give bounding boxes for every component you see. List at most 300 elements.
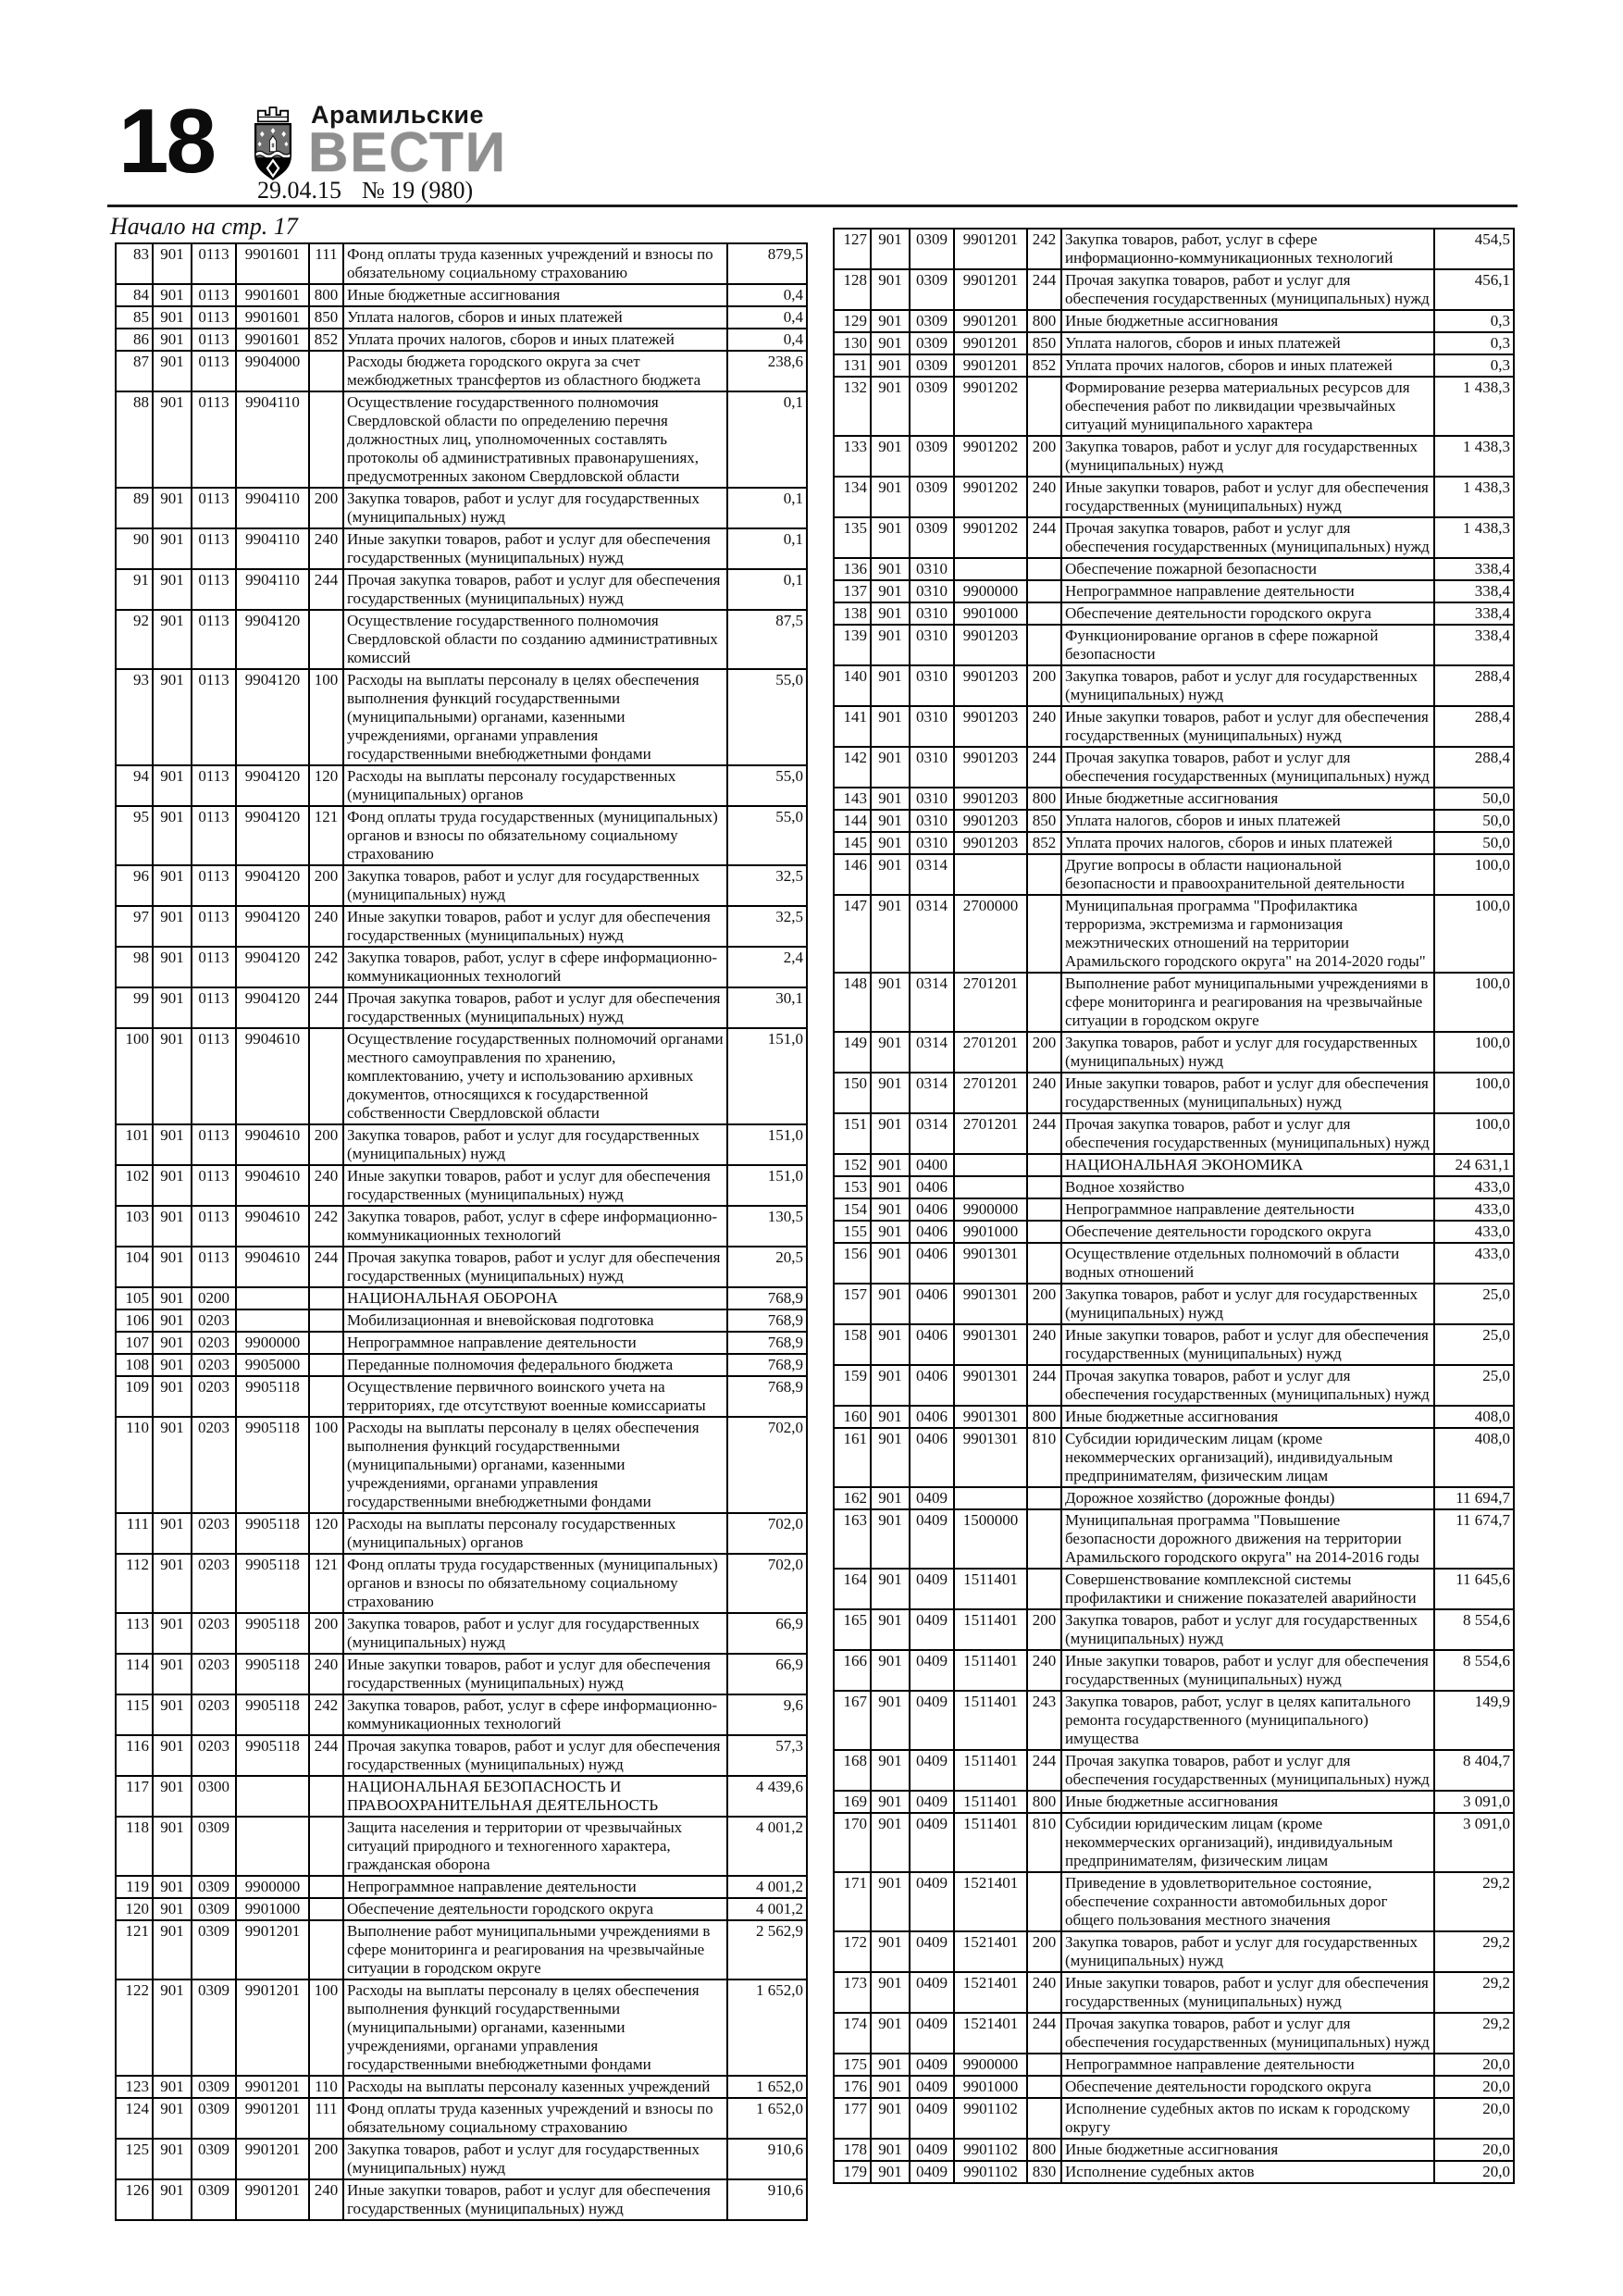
ved-code-cell: 901 bbox=[871, 1176, 910, 1198]
amount-cell: 4 001,2 bbox=[727, 1876, 807, 1898]
row-number-cell: 148 bbox=[834, 973, 871, 1032]
expense-type-cell: 121 bbox=[309, 1554, 343, 1613]
amount-cell: 0,4 bbox=[727, 329, 807, 351]
amount-cell: 32,5 bbox=[727, 906, 807, 947]
amount-cell: 151,0 bbox=[727, 1165, 807, 1206]
expense-type-cell bbox=[309, 1776, 343, 1817]
target-article-cell: 9901201 bbox=[236, 2076, 309, 2098]
table-row bbox=[834, 580, 1514, 602]
section-code-cell: 0113 bbox=[192, 987, 236, 1028]
name-cell: Закупка товаров, работ, услуг в сфере информационно-коммуникационных технологий bbox=[1061, 229, 1434, 269]
expense-type-cell: 120 bbox=[309, 765, 343, 806]
ved-code-cell: 901 bbox=[153, 1776, 192, 1817]
row-number-cell: 147 bbox=[834, 895, 871, 973]
name-cell: Защита населения и территории от чрезвычайных ситуаций природного и техногенного характера, гражданская оборона bbox=[343, 1817, 727, 1876]
section-code-cell: 0409 bbox=[910, 1650, 954, 1691]
target-article-cell: 9901601 bbox=[236, 284, 309, 306]
row-number-cell: 164 bbox=[834, 1569, 871, 1609]
target-article-cell: 9905118 bbox=[236, 1735, 309, 1776]
section-code-cell: 0406 bbox=[910, 1428, 954, 1487]
expense-type-cell: 240 bbox=[309, 2179, 343, 2220]
expense-type-cell: 852 bbox=[309, 329, 343, 351]
table-row bbox=[116, 351, 807, 391]
target-article-cell: 9901201 bbox=[954, 332, 1027, 354]
table-row bbox=[834, 2098, 1514, 2139]
amount-cell: 25,0 bbox=[1434, 1284, 1514, 1324]
section-code-cell: 0409 bbox=[910, 1691, 954, 1750]
target-article-cell: 9901203 bbox=[954, 788, 1027, 810]
table-row bbox=[834, 665, 1514, 706]
section-code-cell: 0203 bbox=[192, 1694, 236, 1735]
name-cell: Обеспечение пожарной безопасности bbox=[1061, 558, 1434, 580]
ved-code-cell: 901 bbox=[153, 1513, 192, 1554]
section-code-cell: 0406 bbox=[910, 1406, 954, 1428]
row-number-cell: 128 bbox=[834, 269, 871, 310]
row-number-cell: 103 bbox=[116, 1206, 153, 1247]
section-code-cell: 0113 bbox=[192, 765, 236, 806]
expense-type-cell: 100 bbox=[309, 1980, 343, 2076]
ved-code-cell: 901 bbox=[153, 284, 192, 306]
expense-type-cell bbox=[1027, 2098, 1061, 2139]
expense-type-cell: 850 bbox=[309, 306, 343, 329]
row-number-cell: 177 bbox=[834, 2098, 871, 2139]
target-article-cell: 1521401 bbox=[954, 1972, 1027, 2013]
expense-type-cell: 244 bbox=[1027, 517, 1061, 558]
expense-type-cell bbox=[1027, 625, 1061, 665]
row-number-cell: 146 bbox=[834, 854, 871, 895]
name-cell: Непрограммное направление деятельности bbox=[1061, 580, 1434, 602]
name-cell: Иные закупки товаров, работ и услуг для обеспечения государственных (муниципальных) нужд bbox=[1061, 1324, 1434, 1365]
table-row bbox=[834, 1487, 1514, 1509]
name-cell: Иные закупки товаров, работ и услуг для обеспечения государственных (муниципальных) нужд bbox=[1061, 1650, 1434, 1691]
amount-cell: 130,5 bbox=[727, 1206, 807, 1247]
amount-cell: 0,4 bbox=[727, 284, 807, 306]
section-code-cell: 0113 bbox=[192, 569, 236, 610]
section-code-cell: 0200 bbox=[192, 1287, 236, 1309]
section-code-cell: 0310 bbox=[910, 602, 954, 625]
expense-type-cell: 240 bbox=[1027, 1324, 1061, 1365]
ved-code-cell: 901 bbox=[153, 610, 192, 669]
target-article-cell: 9901201 bbox=[236, 1920, 309, 1980]
target-article-cell: 1511401 bbox=[954, 1750, 1027, 1791]
section-code-cell: 0113 bbox=[192, 329, 236, 351]
ved-code-cell: 901 bbox=[871, 558, 910, 580]
section-code-cell: 0309 bbox=[192, 1980, 236, 2076]
table-row bbox=[834, 517, 1514, 558]
table-row bbox=[116, 1817, 807, 1876]
amount-cell: 11 674,7 bbox=[1434, 1509, 1514, 1569]
target-article-cell: 1521401 bbox=[954, 1872, 1027, 1931]
amount-cell: 2,4 bbox=[727, 947, 807, 987]
section-code-cell: 0409 bbox=[910, 1791, 954, 1813]
ved-code-cell: 901 bbox=[871, 625, 910, 665]
table-row bbox=[116, 1735, 807, 1776]
expense-type-cell: 810 bbox=[1027, 1428, 1061, 1487]
expense-type-cell bbox=[309, 391, 343, 488]
section-code-cell: 0310 bbox=[910, 580, 954, 602]
target-article-cell: 9904000 bbox=[236, 351, 309, 391]
ved-code-cell: 901 bbox=[153, 1332, 192, 1354]
amount-cell: 338,4 bbox=[1434, 580, 1514, 602]
section-code-cell: 0309 bbox=[910, 229, 954, 269]
target-article-cell: 9904610 bbox=[236, 1028, 309, 1124]
expense-type-cell: 242 bbox=[309, 1206, 343, 1247]
amount-cell: 55,0 bbox=[727, 669, 807, 765]
expense-type-cell: 240 bbox=[1027, 477, 1061, 517]
name-cell: Непрограммное направление деятельности bbox=[1061, 1198, 1434, 1221]
section-code-cell: 0406 bbox=[910, 1176, 954, 1198]
row-number-cell: 127 bbox=[834, 229, 871, 269]
ved-code-cell: 901 bbox=[871, 810, 910, 832]
target-article-cell: 9900000 bbox=[236, 1332, 309, 1354]
target-article-cell: 9905118 bbox=[236, 1376, 309, 1417]
ved-code-cell: 901 bbox=[153, 488, 192, 528]
expense-type-cell: 200 bbox=[309, 1613, 343, 1654]
name-cell: Уплата прочих налогов, сборов и иных платежей bbox=[1061, 832, 1434, 854]
name-cell: Иные бюджетные ассигнования bbox=[1061, 1791, 1434, 1813]
section-code-cell: 0309 bbox=[910, 354, 954, 377]
amount-cell: 1 438,3 bbox=[1434, 477, 1514, 517]
amount-cell: 50,0 bbox=[1434, 810, 1514, 832]
table-row bbox=[834, 706, 1514, 747]
section-code-cell: 0409 bbox=[910, 1813, 954, 1872]
expense-type-cell: 111 bbox=[309, 243, 343, 284]
ved-code-cell: 901 bbox=[871, 1221, 910, 1243]
target-article-cell: 1511401 bbox=[954, 1609, 1027, 1650]
section-code-cell: 0409 bbox=[910, 2139, 954, 2161]
row-number-cell: 95 bbox=[116, 806, 153, 865]
table-row bbox=[116, 2179, 807, 2220]
name-cell: Прочая закупка товаров, работ и услуг для обеспечения государственных (муниципальных) нужд bbox=[1061, 2013, 1434, 2054]
section-code-cell: 0113 bbox=[192, 906, 236, 947]
row-number-cell: 121 bbox=[116, 1920, 153, 1980]
target-article-cell: 9904120 bbox=[236, 987, 309, 1028]
amount-cell: 100,0 bbox=[1434, 1032, 1514, 1073]
section-code-cell: 0113 bbox=[192, 1206, 236, 1247]
name-cell: Иные закупки товаров, работ и услуг для обеспечения государственных (муниципальных) нужд bbox=[1061, 706, 1434, 747]
table-row bbox=[116, 2076, 807, 2098]
name-cell: Иные закупки товаров, работ и услуг для обеспечения государственных (муниципальных) нужд bbox=[343, 906, 727, 947]
amount-cell: 25,0 bbox=[1434, 1365, 1514, 1406]
ved-code-cell: 901 bbox=[153, 987, 192, 1028]
expense-type-cell: 200 bbox=[309, 2139, 343, 2179]
name-cell: Иные закупки товаров, работ и услуг для обеспечения государственных (муниципальных) нужд bbox=[343, 1165, 727, 1206]
name-cell: Закупка товаров, работ и услуг для государственных (муниципальных) нужд bbox=[1061, 1032, 1434, 1073]
budget-table-left-body bbox=[116, 243, 807, 2220]
target-article-cell: 9901102 bbox=[954, 2161, 1027, 2183]
expense-type-cell: 800 bbox=[1027, 1406, 1061, 1428]
row-number-cell: 122 bbox=[116, 1980, 153, 2076]
table-row bbox=[116, 865, 807, 906]
row-number-cell: 173 bbox=[834, 1972, 871, 2013]
row-number-cell: 156 bbox=[834, 1243, 871, 1284]
table-row bbox=[116, 243, 807, 284]
expense-type-cell bbox=[309, 610, 343, 669]
amount-cell: 288,4 bbox=[1434, 706, 1514, 747]
expense-type-cell: 800 bbox=[1027, 2139, 1061, 2161]
row-number-cell: 100 bbox=[116, 1028, 153, 1124]
section-code-cell: 0113 bbox=[192, 306, 236, 329]
ved-code-cell: 901 bbox=[153, 1898, 192, 1920]
name-cell: Закупка товаров, работ и услуг для государственных (муниципальных) нужд bbox=[1061, 1931, 1434, 1972]
table-row bbox=[834, 854, 1514, 895]
name-cell: Осуществление государственного полномочия Свердловской области по созданию административных комиссий bbox=[343, 610, 727, 669]
table-row bbox=[834, 436, 1514, 477]
expense-type-cell: 242 bbox=[1027, 229, 1061, 269]
row-number-cell: 171 bbox=[834, 1872, 871, 1931]
name-cell: Закупка товаров, работ и услуг для государственных (муниципальных) нужд bbox=[1061, 665, 1434, 706]
expense-type-cell: 242 bbox=[309, 947, 343, 987]
issue-number: № 19 (980) bbox=[362, 177, 474, 204]
section-code-cell: 0309 bbox=[192, 1920, 236, 1980]
table-row bbox=[834, 1032, 1514, 1073]
section-code-cell: 0314 bbox=[910, 854, 954, 895]
row-number-cell: 98 bbox=[116, 947, 153, 987]
amount-cell: 55,0 bbox=[727, 806, 807, 865]
name-cell: Муниципальная программа "Повышение безопасности дорожного движения на территории Арамильского городского округа" на 2014-2016 годы bbox=[1061, 1509, 1434, 1569]
row-number-cell: 151 bbox=[834, 1113, 871, 1154]
row-number-cell: 155 bbox=[834, 1221, 871, 1243]
target-article-cell: 9904610 bbox=[236, 1206, 309, 1247]
ved-code-cell: 901 bbox=[871, 1428, 910, 1487]
ved-code-cell: 901 bbox=[871, 580, 910, 602]
ved-code-cell: 901 bbox=[871, 854, 910, 895]
target-article-cell: 9901203 bbox=[954, 832, 1027, 854]
section-code-cell: 0406 bbox=[910, 1243, 954, 1284]
row-number-cell: 166 bbox=[834, 1650, 871, 1691]
amount-cell: 20,0 bbox=[1434, 2098, 1514, 2139]
name-cell: Прочая закупка товаров, работ и услуг для обеспечения государственных (муниципальных) нужд bbox=[343, 1735, 727, 1776]
ved-code-cell: 901 bbox=[153, 2179, 192, 2220]
name-cell: Фонд оплаты труда государственных (муниципальных) органов и взносы по обязательному социальному страхованию bbox=[343, 806, 727, 865]
table-row bbox=[834, 1324, 1514, 1365]
row-number-cell: 153 bbox=[834, 1176, 871, 1198]
section-code-cell: 0309 bbox=[910, 477, 954, 517]
section-code-cell: 0310 bbox=[910, 625, 954, 665]
row-number-cell: 84 bbox=[116, 284, 153, 306]
row-number-cell: 179 bbox=[834, 2161, 871, 2183]
row-number-cell: 170 bbox=[834, 1813, 871, 1872]
table-row bbox=[834, 1284, 1514, 1324]
ved-code-cell: 901 bbox=[871, 2139, 910, 2161]
name-cell: Субсидии юридическим лицам (кроме некоммерческих организаций), индивидуальным предпринимателям, физическим лицам bbox=[1061, 1813, 1434, 1872]
amount-cell: 1 652,0 bbox=[727, 1980, 807, 2076]
section-code-cell: 0409 bbox=[910, 2076, 954, 2098]
table-row bbox=[834, 1428, 1514, 1487]
target-article-cell: 9901203 bbox=[954, 747, 1027, 788]
expense-type-cell bbox=[1027, 2076, 1061, 2098]
target-article-cell: 9901202 bbox=[954, 436, 1027, 477]
row-number-cell: 137 bbox=[834, 580, 871, 602]
expense-type-cell: 244 bbox=[309, 569, 343, 610]
section-code-cell: 0203 bbox=[192, 1513, 236, 1554]
expense-type-cell bbox=[309, 1028, 343, 1124]
expense-type-cell: 850 bbox=[1027, 810, 1061, 832]
table-row bbox=[116, 610, 807, 669]
table-row bbox=[834, 477, 1514, 517]
target-article-cell: 2701201 bbox=[954, 973, 1027, 1032]
amount-cell: 66,9 bbox=[727, 1613, 807, 1654]
newspaper-name-small: Арамильские bbox=[311, 101, 484, 129]
expense-type-cell: 244 bbox=[309, 1735, 343, 1776]
section-code-cell: 0310 bbox=[910, 832, 954, 854]
ved-code-cell: 901 bbox=[871, 517, 910, 558]
ved-code-cell: 901 bbox=[153, 528, 192, 569]
table-row bbox=[116, 765, 807, 806]
target-article-cell bbox=[954, 1487, 1027, 1509]
ved-code-cell: 901 bbox=[871, 1073, 910, 1113]
expense-type-cell: 200 bbox=[309, 865, 343, 906]
target-article-cell bbox=[236, 1309, 309, 1332]
amount-cell: 55,0 bbox=[727, 765, 807, 806]
target-article-cell: 9900000 bbox=[236, 1876, 309, 1898]
name-cell: Субсидии юридическим лицам (кроме некоммерческих организаций), индивидуальным предпринимателям, физическим лицам bbox=[1061, 1428, 1434, 1487]
row-number-cell: 176 bbox=[834, 2076, 871, 2098]
amount-cell: 20,0 bbox=[1434, 2076, 1514, 2098]
table-row bbox=[116, 1513, 807, 1554]
name-cell: Прочая закупка товаров, работ и услуг для обеспечения государственных (муниципальных) нужд bbox=[1061, 1750, 1434, 1791]
name-cell: Закупка товаров, работ и услуг для государственных (муниципальных) нужд bbox=[1061, 1284, 1434, 1324]
expense-type-cell: 244 bbox=[1027, 2013, 1061, 2054]
row-number-cell: 169 bbox=[834, 1791, 871, 1813]
table-row bbox=[834, 1243, 1514, 1284]
table-row bbox=[116, 1613, 807, 1654]
row-number-cell: 111 bbox=[116, 1513, 153, 1554]
amount-cell: 238,6 bbox=[727, 351, 807, 391]
ved-code-cell: 901 bbox=[871, 1154, 910, 1176]
section-code-cell: 0409 bbox=[910, 1972, 954, 2013]
issue-date: 29.04.15 bbox=[257, 177, 341, 204]
target-article-cell: 9901202 bbox=[954, 377, 1027, 436]
section-code-cell: 0203 bbox=[192, 1613, 236, 1654]
name-cell: Обеспечение деятельности городского округа bbox=[343, 1898, 727, 1920]
section-code-cell: 0409 bbox=[910, 1931, 954, 1972]
amount-cell: 100,0 bbox=[1434, 973, 1514, 1032]
amount-cell: 0,4 bbox=[727, 306, 807, 329]
table-row bbox=[834, 2013, 1514, 2054]
ved-code-cell: 901 bbox=[153, 1920, 192, 1980]
name-cell: Закупка товаров, работ, услуг в сфере информационно-коммуникационных технологий bbox=[343, 1694, 727, 1735]
row-number-cell: 108 bbox=[116, 1354, 153, 1376]
ved-code-cell: 901 bbox=[153, 2098, 192, 2139]
table-row bbox=[834, 788, 1514, 810]
expense-type-cell: 244 bbox=[1027, 747, 1061, 788]
amount-cell: 433,0 bbox=[1434, 1176, 1514, 1198]
section-code-cell: 0113 bbox=[192, 1165, 236, 1206]
ved-code-cell: 901 bbox=[153, 2139, 192, 2179]
table-row bbox=[834, 1113, 1514, 1154]
budget-table-left bbox=[115, 242, 808, 2221]
amount-cell: 50,0 bbox=[1434, 832, 1514, 854]
section-code-cell: 0409 bbox=[910, 1609, 954, 1650]
target-article-cell: 9904110 bbox=[236, 488, 309, 528]
table-row bbox=[116, 1876, 807, 1898]
target-article-cell: 9904120 bbox=[236, 669, 309, 765]
table-row bbox=[116, 1554, 807, 1613]
ved-code-cell: 901 bbox=[871, 1032, 910, 1073]
name-cell: Выполнение работ муниципальными учреждениями в сфере мониторинга и реагирования на чрезвычайные ситуации в городском округе bbox=[343, 1920, 727, 1980]
name-cell: Исполнение судебных актов bbox=[1061, 2161, 1434, 2183]
table-row bbox=[116, 1124, 807, 1165]
target-article-cell: 9904110 bbox=[236, 391, 309, 488]
section-code-cell: 0409 bbox=[910, 1872, 954, 1931]
ved-code-cell: 901 bbox=[153, 391, 192, 488]
expense-type-cell bbox=[309, 1817, 343, 1876]
name-cell: Приведение в удовлетворительное состояние, обеспечение сохранности автомобильных дорог общего пользования местного значения bbox=[1061, 1872, 1434, 1931]
budget-table-right-section bbox=[833, 228, 1515, 2184]
amount-cell: 29,2 bbox=[1434, 2013, 1514, 2054]
name-cell: Закупка товаров, работ, услуг в сфере информационно-коммуникационных технологий bbox=[343, 1206, 727, 1247]
target-article-cell: 9901301 bbox=[954, 1243, 1027, 1284]
ved-code-cell: 901 bbox=[871, 229, 910, 269]
section-code-cell: 0309 bbox=[192, 2098, 236, 2139]
amount-cell: 50,0 bbox=[1434, 788, 1514, 810]
row-number-cell: 126 bbox=[116, 2179, 153, 2220]
amount-cell: 29,2 bbox=[1434, 1972, 1514, 2013]
section-code-cell: 0113 bbox=[192, 806, 236, 865]
expense-type-cell: 100 bbox=[309, 1417, 343, 1513]
issue-line bbox=[257, 178, 473, 204]
row-number-cell: 125 bbox=[116, 2139, 153, 2179]
name-cell: Выполнение работ муниципальными учреждениями в сфере мониторинга и реагирования на чрезвычайные ситуации в городском округе bbox=[1061, 973, 1434, 1032]
row-number-cell: 162 bbox=[834, 1487, 871, 1509]
target-article-cell: 2701201 bbox=[954, 1032, 1027, 1073]
table-row bbox=[834, 558, 1514, 580]
amount-cell: 768,9 bbox=[727, 1287, 807, 1309]
section-code-cell: 0309 bbox=[910, 436, 954, 477]
expense-type-cell: 800 bbox=[309, 284, 343, 306]
row-number-cell: 178 bbox=[834, 2139, 871, 2161]
table-row bbox=[834, 1198, 1514, 1221]
ved-code-cell: 901 bbox=[153, 306, 192, 329]
row-number-cell: 91 bbox=[116, 569, 153, 610]
amount-cell: 702,0 bbox=[727, 1513, 807, 1554]
table-row bbox=[834, 1931, 1514, 1972]
expense-type-cell: 200 bbox=[1027, 436, 1061, 477]
ved-code-cell: 901 bbox=[871, 1609, 910, 1650]
name-cell: Осуществление первичного воинского учета на территориях, где отсутствуют военные комиссариаты bbox=[343, 1376, 727, 1417]
ved-code-cell: 901 bbox=[153, 906, 192, 947]
target-article-cell: 9901201 bbox=[236, 1980, 309, 2076]
ved-code-cell: 901 bbox=[153, 569, 192, 610]
ved-code-cell: 901 bbox=[871, 332, 910, 354]
amount-cell: 20,5 bbox=[727, 1247, 807, 1287]
row-number-cell: 141 bbox=[834, 706, 871, 747]
row-number-cell: 154 bbox=[834, 1198, 871, 1221]
expense-type-cell bbox=[309, 1876, 343, 1898]
name-cell: Осуществление отдельных полномочий в области водных отношений bbox=[1061, 1243, 1434, 1284]
target-article-cell: 9904120 bbox=[236, 906, 309, 947]
name-cell: Водное хозяйство bbox=[1061, 1176, 1434, 1198]
amount-cell: 87,5 bbox=[727, 610, 807, 669]
row-number-cell: 132 bbox=[834, 377, 871, 436]
name-cell: Уплата налогов, сборов и иных платежей bbox=[343, 306, 727, 329]
name-cell: Фонд оплаты труда казенных учреждений и взносы по обязательному социальному страхованию bbox=[343, 243, 727, 284]
section-code-cell: 0309 bbox=[910, 310, 954, 332]
page-number: 18 bbox=[118, 90, 215, 192]
ved-code-cell: 901 bbox=[871, 354, 910, 377]
target-article-cell: 9901000 bbox=[236, 1898, 309, 1920]
section-code-cell: 0113 bbox=[192, 1247, 236, 1287]
section-code-cell: 0309 bbox=[192, 1876, 236, 1898]
expense-type-cell bbox=[1027, 1487, 1061, 1509]
name-cell: Уплата налогов, сборов и иных платежей bbox=[1061, 332, 1434, 354]
amount-cell: 1 438,3 bbox=[1434, 436, 1514, 477]
amount-cell: 8 404,7 bbox=[1434, 1750, 1514, 1791]
target-article-cell: 1511401 bbox=[954, 1791, 1027, 1813]
name-cell: Расходы на выплаты персоналу государственных (муниципальных) органов bbox=[343, 1513, 727, 1554]
section-code-cell: 0203 bbox=[192, 1332, 236, 1354]
